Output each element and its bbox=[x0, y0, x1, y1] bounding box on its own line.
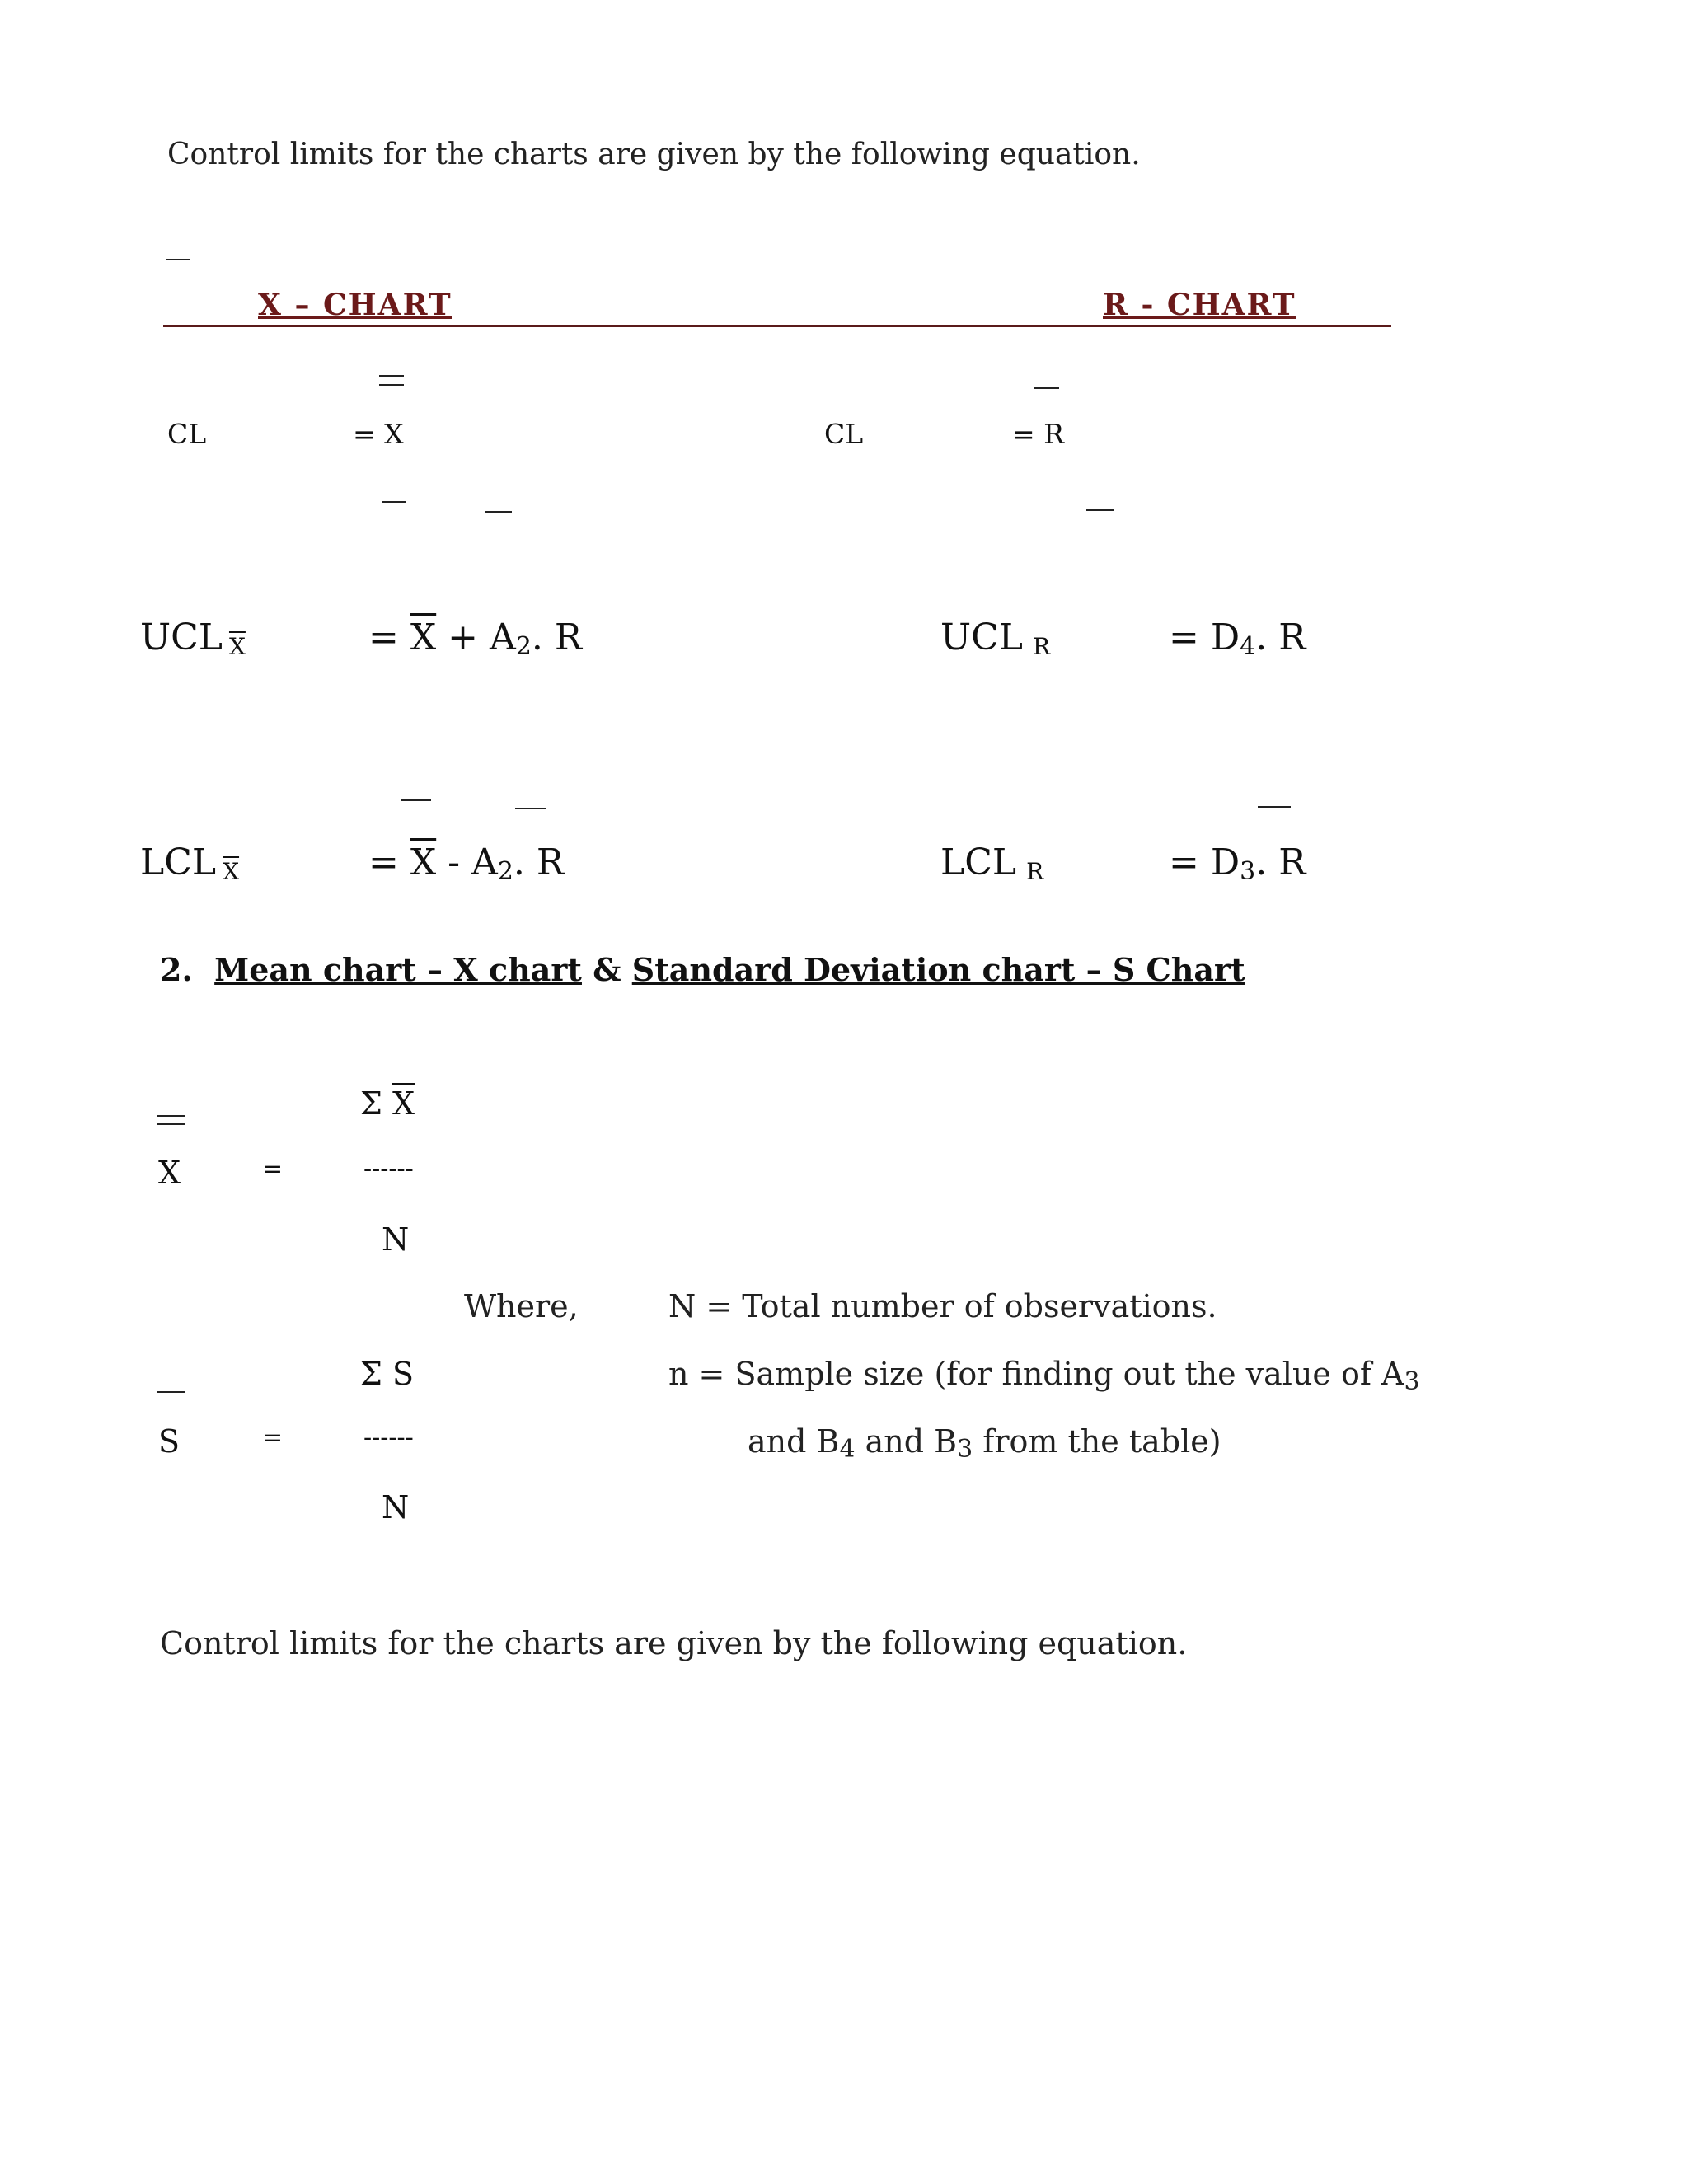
where-line-1: N = Total number of observations. bbox=[668, 1288, 1217, 1324]
sbar-fraction-line: ------ bbox=[363, 1423, 414, 1452]
overbar-mark bbox=[379, 384, 404, 386]
overbar-mark bbox=[379, 375, 404, 377]
where-label: Where, bbox=[464, 1288, 579, 1324]
sbar-denominator: N bbox=[382, 1489, 410, 1526]
overbar-mark bbox=[166, 259, 190, 260]
x-ucl-label: UCL $_{\overline{X}}$ bbox=[140, 616, 246, 660]
overbar-mark bbox=[1086, 509, 1114, 511]
intro-text-bottom: Control limits for the charts are given by the following equation. bbox=[160, 1625, 1188, 1661]
overbar-mark bbox=[157, 1115, 185, 1117]
overbar-mark bbox=[157, 1391, 185, 1393]
xbarbar-fraction-line: ------ bbox=[363, 1155, 414, 1183]
overbar-mark bbox=[515, 808, 546, 809]
where-line-2: n = Sample size (for finding out the value of A3 bbox=[668, 1356, 1420, 1396]
r-cl-equation: = R bbox=[1012, 418, 1064, 450]
x-cl-label: CL bbox=[167, 418, 207, 450]
r-lcl-label: LCL $_R$ bbox=[940, 841, 1044, 885]
overbar-mark bbox=[157, 1123, 185, 1125]
overbar-mark bbox=[382, 501, 406, 503]
intro-text-top: Control limits for the charts are given by the following equation. bbox=[167, 138, 1141, 171]
r-lcl-equation: = D3. R bbox=[1169, 841, 1306, 886]
xbarbar-numerator: Σ $\overline{X}$ bbox=[360, 1085, 415, 1122]
where-line-3: and B4 and B3 from the table) bbox=[748, 1423, 1221, 1464]
header-rule bbox=[163, 325, 1391, 327]
overbar-mark bbox=[485, 511, 512, 513]
overbar-mark bbox=[1258, 806, 1291, 808]
overbar-mark bbox=[1034, 387, 1059, 389]
x-lcl-equation: = $\overline{X} - A2$. R bbox=[368, 841, 565, 886]
x-cl-equation: = X bbox=[353, 418, 404, 450]
xbarbar-equals: = bbox=[262, 1155, 284, 1183]
r-ucl-equation: = D4. R bbox=[1169, 616, 1306, 661]
sbar-lhs: S bbox=[158, 1423, 181, 1460]
sbar-equals: = bbox=[262, 1423, 284, 1452]
r-cl-label: CL bbox=[824, 418, 864, 450]
xbarbar-lhs: X bbox=[158, 1155, 181, 1191]
r-chart-header: R - CHART bbox=[1103, 288, 1296, 322]
sbar-numerator: Σ S bbox=[360, 1356, 414, 1392]
r-ucl-label: UCL $_R$ bbox=[940, 616, 1051, 660]
section-2-heading: 2. Mean chart – X chart & Standard Deviation chart – S Chart bbox=[160, 951, 1245, 988]
x-ucl-equation: = $\overline{X} + A2$. R bbox=[368, 616, 583, 661]
x-chart-header: X – CHART bbox=[258, 288, 452, 322]
overbar-mark bbox=[401, 799, 431, 801]
x-lcl-label: LCL $_{\overline{X}}$ bbox=[140, 841, 240, 885]
xbarbar-denominator: N bbox=[382, 1221, 410, 1258]
